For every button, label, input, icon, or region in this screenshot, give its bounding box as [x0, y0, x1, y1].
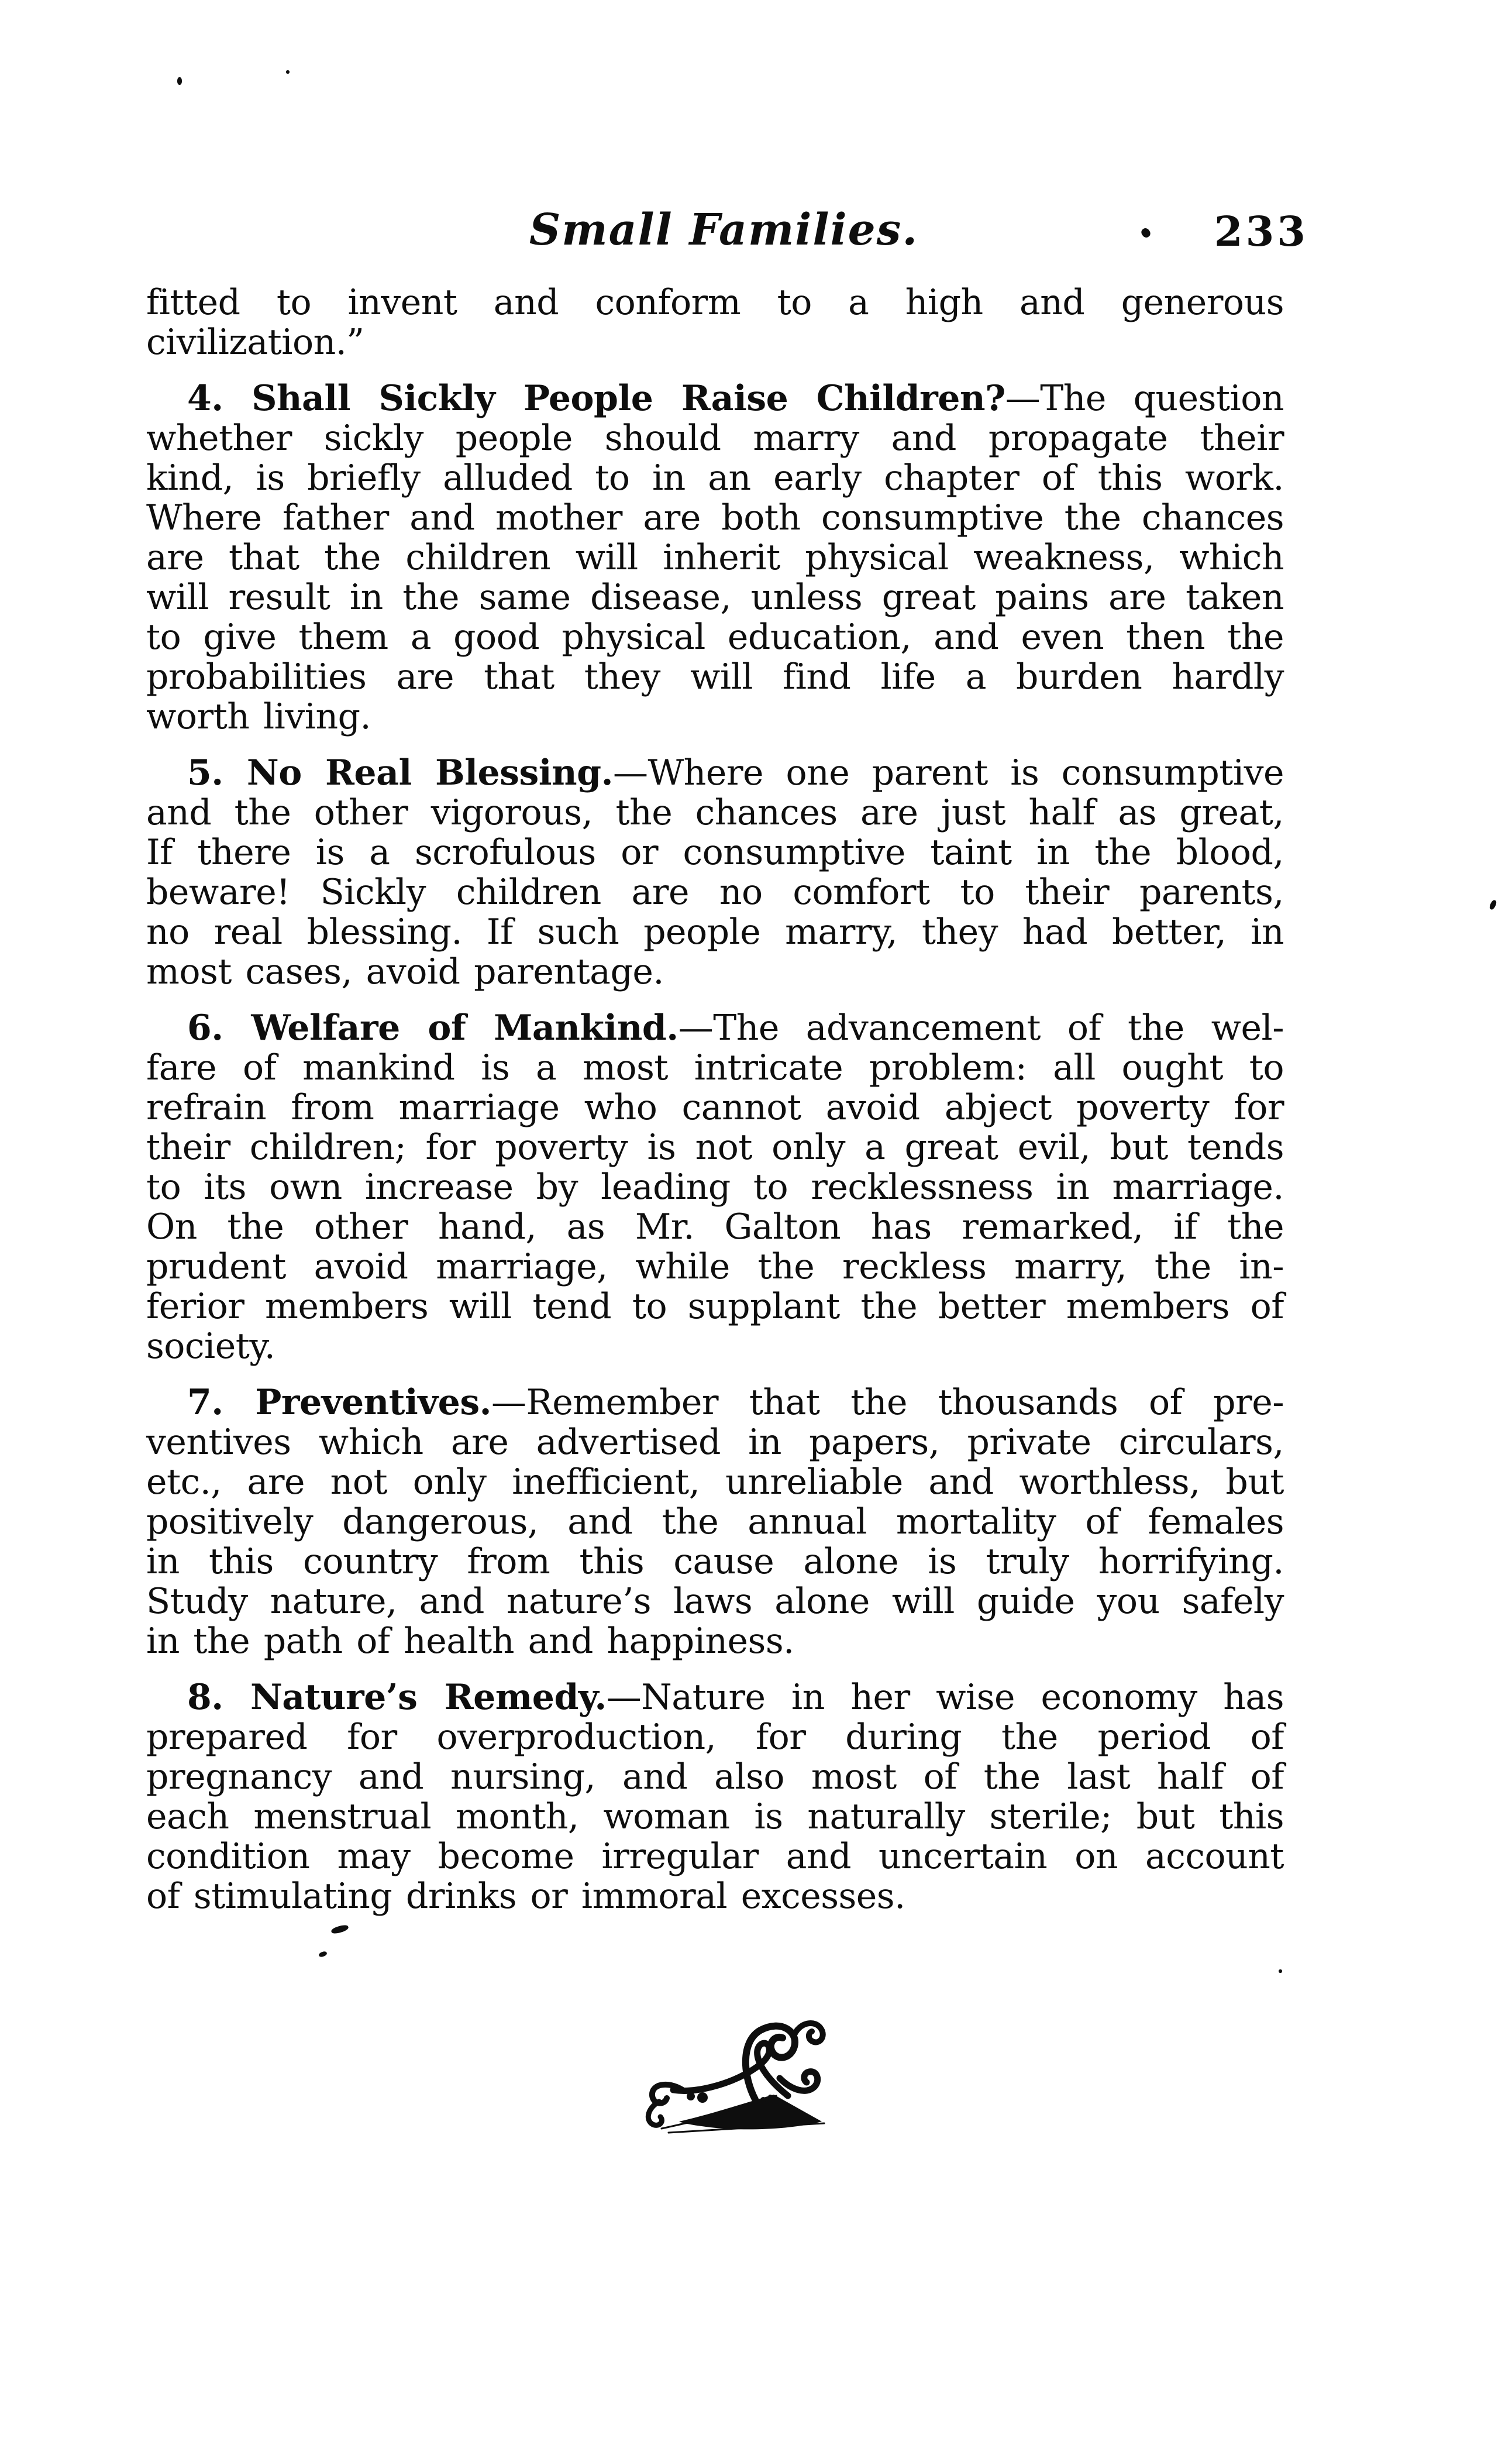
body-text: —Remember that the thousands of pre- — [491, 1382, 1284, 1423]
body-text: most cases, avoid parentage. — [146, 951, 664, 992]
paragraph — [146, 1008, 1284, 1366]
section-heading-text: 8. Nature’s Remedy. — [187, 1677, 607, 1718]
body-line — [146, 1797, 1284, 1837]
body-text: —The advancement of the wel- — [678, 1008, 1284, 1048]
body-text: On the other hand, as Mr. Galton has remarked, if the — [146, 1206, 1284, 1247]
body-text: refrain from marriage who cannot avoid abject poverty for — [146, 1087, 1284, 1128]
body-line — [146, 1837, 1284, 1876]
body-text: probabilities are that they will find life a burden hardly — [146, 656, 1284, 697]
body-text: will result in the same disease, unless great pains are taken — [146, 577, 1284, 618]
body-text: —Nature in her wise economy has — [606, 1677, 1284, 1718]
body-line — [146, 833, 1284, 872]
body-text: —The question — [1005, 378, 1284, 419]
body-line — [146, 872, 1284, 912]
body-line — [146, 1717, 1284, 1757]
paragraph — [146, 753, 1284, 992]
body-text: positively dangerous, and the annual mortality of females — [146, 1501, 1284, 1542]
body-text: prepared for overproduction, for during the period of — [146, 1717, 1284, 1758]
body-line — [146, 418, 1284, 458]
body-text: prudent avoid marriage, while the reckless marry, the in- — [146, 1246, 1284, 1287]
body-text: in the path of health and happiness. — [146, 1621, 794, 1662]
body-line — [146, 1207, 1284, 1247]
section-heading-text: 6. Welfare of Mankind. — [187, 1008, 678, 1048]
body-text: no real blessing. If such people marry, they had better, in — [146, 912, 1284, 953]
ink-speck — [286, 70, 290, 74]
paragraph — [146, 1383, 1284, 1661]
body-line — [146, 1048, 1284, 1088]
body-line — [146, 577, 1284, 617]
body-text: fitted to invent and conform to a high and generous — [146, 282, 1284, 323]
body-line — [146, 1247, 1284, 1287]
body-text: Where father and mother are both consumptive the chances — [146, 497, 1284, 538]
ink-speck — [177, 77, 182, 85]
body-line — [146, 379, 1284, 418]
body-text: Study nature, and nature’s laws alone will guide you safely — [146, 1581, 1284, 1622]
body-text: ferior members will tend to supplant the better members of — [146, 1286, 1284, 1327]
body-line — [146, 1088, 1284, 1127]
running-head — [146, 202, 1308, 266]
paragraph — [146, 1677, 1284, 1916]
body-text: and the other vigorous, the chances are just half as great, — [146, 792, 1284, 833]
body-line — [146, 1757, 1284, 1797]
body-text: to its own increase by leading to recklessness in marriage. — [146, 1167, 1284, 1208]
body-text: to give them a good physical education, and even then the — [146, 617, 1284, 658]
body-text: ventives which are advertised in papers, private circulars, — [146, 1422, 1284, 1463]
paragraph — [146, 283, 1284, 362]
body-text: worth living. — [146, 696, 371, 737]
body-line — [146, 458, 1284, 498]
body-line — [146, 617, 1284, 657]
body-text: society. — [146, 1326, 275, 1367]
body-line — [146, 1127, 1284, 1167]
body-text: of stimulating drinks or immoral excesses. — [146, 1876, 905, 1917]
text-body — [146, 283, 1284, 1933]
page-number: 233 — [1214, 207, 1308, 256]
body-line — [146, 1383, 1284, 1422]
body-text: fare of mankind is a most intricate problem: all ought to — [146, 1047, 1284, 1088]
body-text: are that the children will inherit physical weakness, which — [146, 537, 1284, 578]
body-line — [146, 1581, 1284, 1621]
body-line — [146, 1167, 1284, 1207]
calligraphic-flourish-ornament — [640, 2007, 839, 2147]
body-line — [146, 793, 1284, 833]
body-text: whether sickly people should marry and propagate their — [146, 418, 1284, 459]
ink-speck — [1279, 1969, 1282, 1973]
body-line — [146, 538, 1284, 577]
body-text: in this country from this cause alone is truly horrifying. — [146, 1541, 1284, 1582]
body-line — [146, 1677, 1284, 1717]
section-heading-text: 7. Preventives. — [187, 1382, 492, 1423]
section-heading-text: 4. Shall Sickly People Raise Children? — [187, 378, 1005, 419]
body-line — [146, 1008, 1284, 1048]
page-header-title: Small Families. — [529, 205, 919, 255]
body-line — [146, 657, 1284, 697]
body-line — [146, 1542, 1284, 1581]
body-line — [146, 1502, 1284, 1542]
body-text: etc., are not only inefficient, unreliable and worthless, but — [146, 1462, 1284, 1503]
body-text: pregnancy and nursing, and also most of the last half of — [146, 1756, 1284, 1797]
body-line — [146, 912, 1284, 952]
body-line — [146, 1422, 1284, 1462]
section-heading-text: 5. No Real Blessing. — [187, 752, 613, 793]
body-text: civilization.” — [146, 322, 364, 363]
body-text: their children; for poverty is not only a great evil, but tends — [146, 1127, 1284, 1168]
body-line — [146, 498, 1284, 538]
body-text: —Where one parent is consumptive — [613, 752, 1284, 793]
body-text: condition may become irregular and uncertain on account — [146, 1836, 1284, 1877]
ink-speck — [318, 1951, 328, 1958]
body-line — [146, 283, 1284, 322]
ink-speck — [1489, 899, 1497, 910]
body-text: kind, is briefly alluded to in an early chapter of this work. — [146, 458, 1284, 498]
body-line — [146, 1462, 1284, 1502]
body-text: beware! Sickly children are no comfort to their parents, — [146, 872, 1284, 913]
body-text: If there is a scrofulous or consumptive taint in the blood, — [146, 832, 1284, 873]
body-text: each menstrual month, woman is naturally sterile; but this — [146, 1796, 1284, 1837]
paragraph — [146, 379, 1284, 737]
body-line — [146, 753, 1284, 793]
body-line — [146, 1287, 1284, 1326]
